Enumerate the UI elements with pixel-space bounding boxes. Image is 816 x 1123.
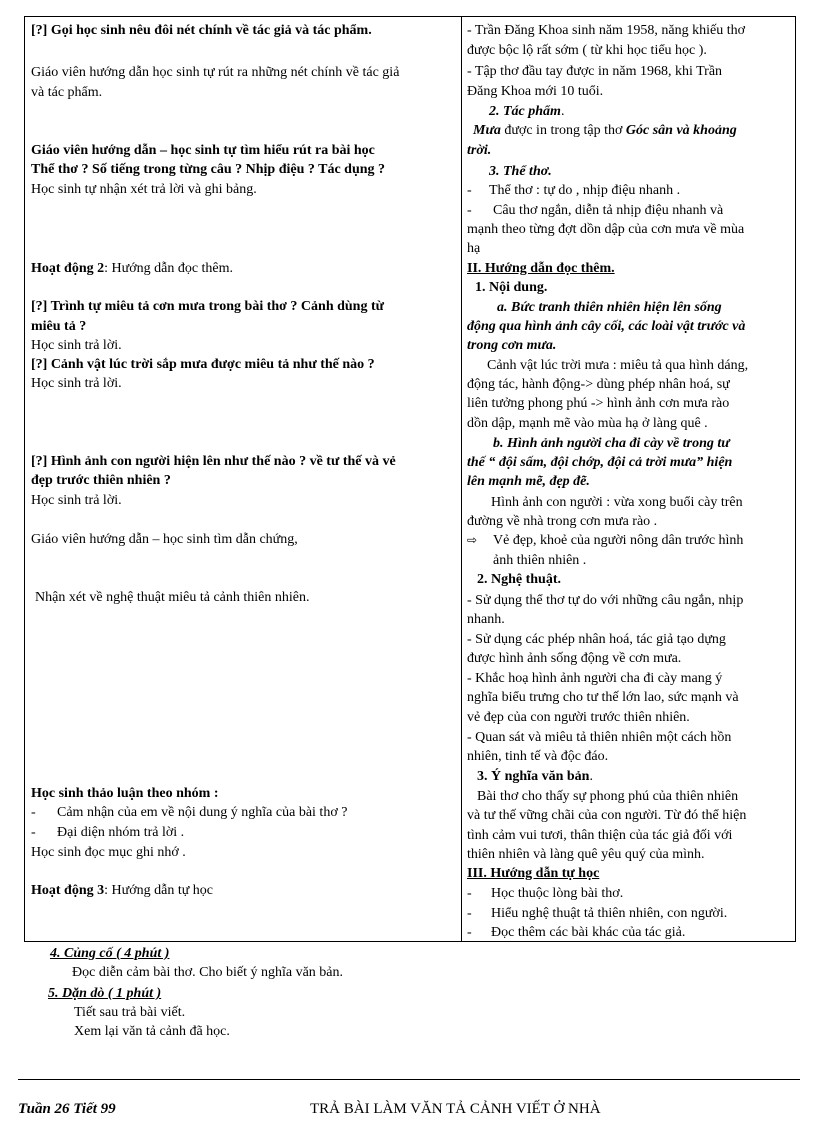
- meaning-line: Bài thơ cho thấy sự phong phú của thiên nhiên: [477, 789, 739, 804]
- content-line: đường về nhà trong cơn mưa rào .: [467, 514, 658, 529]
- content-a-heading: trong cơn mưa.: [467, 338, 557, 353]
- activity-2: Hoạt động 2: Hướng dẫn đọc thêm.: [31, 261, 234, 276]
- meaning-line: và tư thế vững chãi của con người. Từ đó thể hiện: [467, 808, 747, 823]
- student-answer: Học sinh trả lời.: [31, 493, 122, 508]
- art-line: nghĩa biểu trưng cho tư thế lớn lao, sức mạnh và: [467, 690, 739, 705]
- meaning-line: tình cảm vui tươi, thân thiện của tác giả đối với: [467, 828, 733, 843]
- student-note: Học sinh đọc mục ghi nhớ .: [31, 845, 186, 860]
- activity-3: Hoạt động 3: Hướng dẫn tự học: [31, 883, 214, 898]
- meaning-heading: 3. Ý nghĩa văn bản.: [477, 769, 593, 784]
- art-line: được hình ảnh sống động về cơn mưa.: [467, 651, 682, 666]
- art-line: vẻ đẹp của con người trước thiên nhiên.: [467, 710, 690, 725]
- list-item: - Hiểu nghệ thuật tả thiên nhiên, con người.: [467, 906, 728, 921]
- question-form: Thể thơ ? Số tiếng trong từng câu ? Nhịp điệu ? Tác dụng ?: [31, 162, 386, 177]
- arrow-icon: ⇨: [467, 533, 478, 547]
- next-lesson-title: TRẢ BÀI LÀM VĂN TẢ CẢNH VIẾT Ở NHÀ: [310, 1101, 601, 1117]
- homework-text: Xem lại văn tả cảnh đã học.: [74, 1024, 230, 1039]
- meaning-line: thiên nhiên và làng quê yêu quý của mình.: [467, 847, 705, 862]
- content-line: Hình ảnh con người : vừa xong buổi cày trên: [491, 495, 743, 510]
- list-item: - Đại diện nhóm trả lời .: [31, 825, 185, 840]
- form-line: mạnh theo từng đợt dồn dập của cơn mưa về mùa: [467, 222, 745, 237]
- form-heading: 3. Thể thơ.: [489, 164, 552, 179]
- list-item: - Học thuộc lòng bài thơ.: [467, 886, 624, 901]
- author-line: Đăng Khoa mới 10 tuổi.: [467, 84, 604, 99]
- teacher-guide-line: và tác phẩm.: [31, 85, 103, 100]
- content-a-heading: động qua hình ảnh cây cối, các loài vật trước và: [467, 319, 746, 334]
- art-line: - Sử dụng thể thơ tự do với những câu ngắn, nhịp: [467, 593, 744, 608]
- content-line: Cảnh vật lúc trời mưa : miêu tả qua hình dáng,: [487, 358, 749, 373]
- student-answer: Học sinh trả lời.: [31, 338, 122, 353]
- form-line: hạ: [467, 241, 481, 256]
- art-line: nhanh.: [467, 612, 505, 627]
- content-b-heading: b. Hình ảnh người cha đi cày về trong tư: [493, 436, 730, 451]
- homework-heading: 5. Dặn dò ( 1 phút ): [48, 986, 162, 1001]
- list-item: - Câu thơ ngắn, diễn tả nhịp điệu nhanh và: [467, 203, 724, 218]
- question-rain-order: [?] Trình tự miêu tả cơn mưa trong bài thơ ? Cảnh dùng từ: [31, 299, 385, 314]
- teacher-guide-line: Giáo viên hướng dẫn học sinh tự rút ra những nét chính về tác giả: [31, 65, 400, 80]
- section-iii-heading: III. Hướng dẫn tự học: [467, 866, 600, 881]
- week-lesson-label: Tuần 26 Tiết 99: [18, 1101, 116, 1117]
- list-item: - Đọc thêm các bài khác của tác giả.: [467, 925, 686, 940]
- group-discussion: Học sinh thảo luận theo nhóm :: [31, 786, 219, 801]
- list-item: - Cảm nhận của em về nội dung ý nghĩa của bài thơ ?: [31, 805, 348, 820]
- content-line: ảnh thiên nhiên .: [493, 553, 587, 568]
- art-heading: 2. Nghệ thuật.: [477, 572, 562, 587]
- content-line: liên tưởng phong phú -> hình ảnh cơn mưa rào: [467, 396, 730, 411]
- content-line: dồn dập, mạnh mẽ vào mùa hạ ở làng quê .: [467, 416, 708, 431]
- question-scene: [?] Cảnh vật lúc trời sắp mưa được miêu tả như thế nào ?: [31, 357, 375, 372]
- question-person: đẹp trước thiên nhiên ?: [31, 473, 171, 488]
- content-b-heading: thế “ đội sấm, đội chớp, đội cả trời mưa” hiện: [467, 455, 733, 470]
- work-heading: 2. Tác phẩm.: [489, 104, 565, 119]
- homework-text: Tiết sau trả bài viết.: [74, 1005, 186, 1020]
- work-line: trời.: [467, 143, 492, 158]
- art-line: - Sử dụng các phép nhân hoá, tác giả tạo dựng: [467, 632, 726, 647]
- work-line: Mưa được in trong tập thơ Góc sân và khoảng: [473, 123, 737, 138]
- question-person: [?] Hình ảnh con người hiện lên như thế nào ? về tư thế và vẻ: [31, 454, 396, 469]
- content-line: động tác, hành động-> dùng phép nhân hoá, sự: [467, 377, 730, 392]
- author-line: - Tập thơ đầu tay được in năm 1968, khi Trần: [467, 64, 723, 79]
- teacher-guide-line: Giáo viên hướng dẫn – học sinh tìm dẫn chứng,: [31, 532, 298, 547]
- art-line: - Quan sát và miêu tả thiên nhiên một cách hồn: [467, 730, 732, 745]
- art-line: - Khắc hoạ hình ảnh người cha đi cày mang ý: [467, 671, 723, 686]
- content-heading: 1. Nội dung.: [475, 280, 548, 295]
- content-a-heading: a. Bức tranh thiên nhiên hiện lên sống: [497, 300, 722, 315]
- consolidation-text: Đọc diễn cảm bài thơ. Cho biết ý nghĩa văn bản.: [72, 965, 344, 980]
- question-author-work: [?] Gọi học sinh nêu đôi nét chính về tác giả và tác phẩm.: [31, 23, 372, 38]
- author-line: được bộc lộ rất sớm ( từ khi học tiểu học ).: [467, 43, 707, 58]
- section-ii-heading: II. Hướng dẫn đọc thêm.: [467, 261, 615, 276]
- author-line: - Trần Đăng Khoa sinh năm 1958, năng khiếu thơ: [467, 23, 746, 38]
- student-note: Học sinh tự nhận xét trả lời và ghi bảng.: [31, 182, 257, 197]
- list-item: - Thể thơ : tự do , nhịp điệu nhanh .: [467, 183, 681, 198]
- question-rain-order: miêu tả ?: [31, 319, 87, 334]
- art-remark: Nhận xét về nghệ thuật miêu tả cảnh thiên nhiên.: [35, 590, 310, 605]
- art-line: nhiên, tinh tế và độc đáo.: [467, 749, 609, 764]
- content-b-heading: lên mạnh mẽ, đẹp đẽ.: [467, 474, 590, 489]
- teacher-guide-heading: Giáo viên hướng dẫn – học sinh tự tìm hiểu rút ra bài học: [31, 143, 375, 158]
- student-answer: Học sinh trả lời.: [31, 376, 122, 391]
- arrow-item: ⇨ Vẻ đẹp, khoẻ của người nông dân trước hình: [467, 533, 744, 548]
- footer-rule: [18, 1079, 800, 1080]
- consolidation-heading: 4. Củng cố ( 4 phút ): [50, 946, 170, 961]
